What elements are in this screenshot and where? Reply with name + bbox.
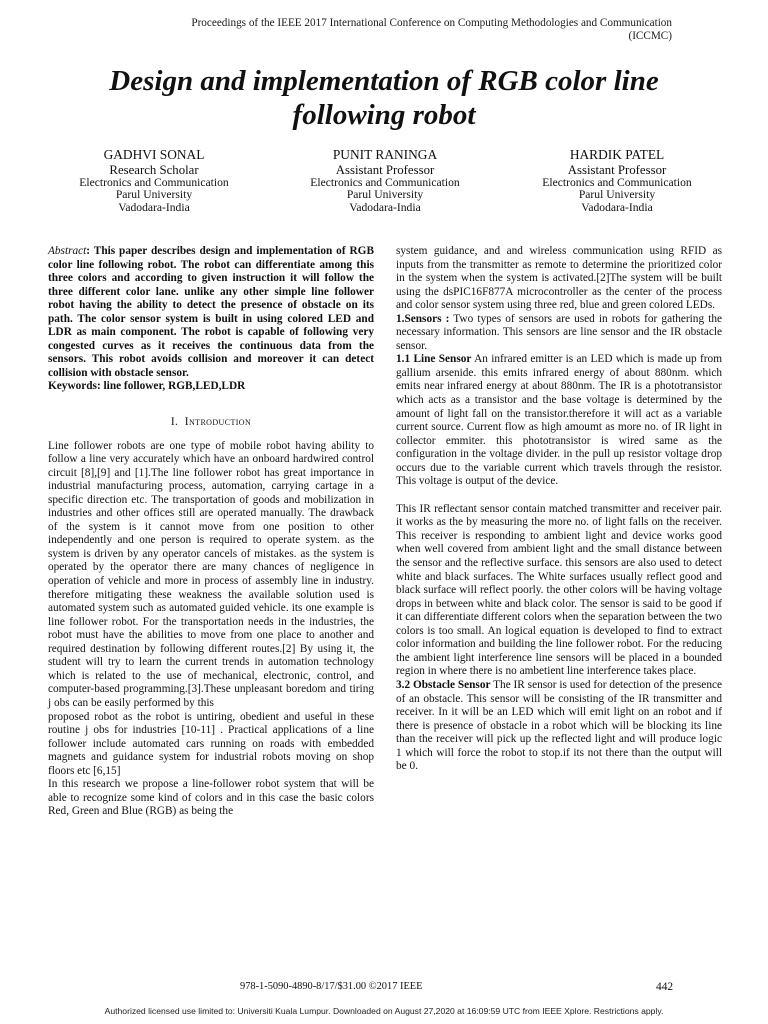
author-univ: Parul University: [346, 188, 424, 202]
author-role: Research Scholar: [109, 162, 199, 177]
proceedings-header: [112, 17, 672, 43]
right-column: [396, 245, 722, 774]
author-univ: Parul University: [578, 188, 656, 202]
intro-paragraph-1: Line follower robots are one type of mobile robot having ability to follow a line very accurately which have an onboard hardwired control circuit [8],[9] and [1].The line follower robot has great importance in industrial manufacturing process, automation, carrying cartage in a specific direction etc. The transportation of goods and mobilization in industries and other offices still are operated manually. The drawback of the system is it cannot move from one position to other independently and one person is required to operate system. as the system is driven by any operator cancels of mistakes. as the system is operated by the operator there are many chances of negligence in operation of vehicle and more in process of assembly line in industry. therefore mitigating these weakness the available solution used is automated system such as automated guided vehicle. its one example is line follower robot. For the transportation needs in the industries, the robot must have the abilities to move from one place to another and required destination by following different routes.[2] By using it, the student will try to learn the current trends in automation technology which is related to the use of mechanical, electronic, control, and computer-based programming.[3].These unpleasant boredom and tiring j obs can be easily performed by this: [48, 439, 374, 709]
proceedings-line-2: (ICCMC): [628, 30, 672, 42]
author-place: Vadodara-India: [118, 200, 190, 214]
author-name: PUNIT RANINGA: [332, 147, 438, 162]
page-number: 442: [656, 981, 674, 993]
title-line-1: Design and implementation of RGB color line: [109, 65, 659, 97]
author-block: [0, 148, 768, 218]
author-role: Assistant Professor: [335, 162, 435, 177]
obstacle-sensor-heading: 3.2 Obstacle Sensor: [396, 678, 491, 691]
author-dept: Electronics and Communication: [542, 175, 692, 189]
obstacle-sensor-text: The IR sensor is used for detection of the presence of an obstacle. This sensor will be consisting of the IR transmitter and receiver. In it will be an LED which will emit light on an robot and if there is presence of obstacle in a robot which will be blocking its line than the receiver will pick up the reflected light and will produce logic 1 which will force the robot to stop.if its not there than the output will be 0.: [396, 678, 723, 773]
section-heading-introduction: [48, 416, 374, 430]
keywords: Keywords: line follower, RGB,LED,LDR: [48, 380, 246, 393]
abstract-text: : This paper describes design and implementation of RGB color line following robot. The robot can differentiate among this three colors and according to given instruction it will follow the three different color lane. unlike any other simple line follower robot having the ability to detect the presence of obstacle on its path. The color sensor system is built in using colored LED and LDR as main component. The robot is capable of following very congested curves as it receives the continuous data from the sensors. This robot avoids collision and moreover it can detect collision with obstacle sensor.: [48, 245, 374, 379]
author-2: [265, 148, 505, 214]
author-univ: Parul University: [115, 188, 193, 202]
obstacle-sensor-paragraph: [396, 679, 722, 774]
author-name: HARDIK PATEL: [569, 147, 665, 162]
abstract-label: Abstract: [48, 245, 87, 257]
title-line-2: following robot: [292, 99, 476, 131]
line-sensor-paragraph: [396, 353, 722, 488]
sensors-paragraph: [396, 313, 722, 354]
author-place: Vadodara-India: [349, 200, 421, 214]
proceedings-line-1: Proceedings of the IEEE 2017 International Conference on Computing Methodologies and Communication: [191, 17, 672, 29]
author-1: [34, 148, 274, 214]
paragraph-gap: [396, 489, 722, 503]
author-dept: Electronics and Communication: [310, 175, 460, 189]
author-name: GADHVI SONAL: [103, 147, 205, 162]
paper-title: [40, 64, 728, 132]
line-sensor-text: An infrared emitter is an LED which is made up from gallium arsenide. this emits infrared energy of about 880nm. which emits near infrared energy at about 880nm. The IR is a phototransistor which acts as a transistor and the base voltage is determined by the amount of light fall on the transistor.therefore it will act as a variable current source. Current flow as high amoumt as more no. of IR light in collector emmiter. this phototransistor is wired same as the configuration in the voltage divider. in the pull up resistor voltage drop occurs due to the variable current which travels through the resistor. This voltage is output of the device.: [396, 353, 722, 488]
license-notice: Authorized licensed use limited to: Universiti Kuala Lumpur. Downloaded on August 27,2020 at 16:09:59 UTC from IEEE Xplore. Restrictions apply.: [104, 1006, 664, 1016]
author-place: Vadodara-India: [581, 200, 653, 214]
sensors-text: Two types of sensors are used in robots for gathering the necessary information. This sensors are line sensor and the IR obstacle sensor.: [396, 312, 723, 352]
author-3: [497, 148, 737, 214]
section-number: I.: [170, 416, 179, 429]
section-title: Introduction: [184, 416, 252, 429]
intro-paragraph-2: proposed robot as the robot is untiring, obedient and useful in these routine j obs for industries [10-11] . Practical applications of a line follower include automated cars running on roads with embedded magnets and guidance system for industrial robots moving on shop floors etc [6,15]: [48, 710, 374, 777]
right-paragraph-1: system guidance, and and wireless communication using RFID as inputs from the transmitter as remote to determine the prioritized color in the system when the system is activated.[2]The system will be built using the dsPIC16F877A microcontroller as the center of the process and color sensor system using three red, blue and green colored LEDs.: [396, 245, 722, 312]
footer-isbn: 978-1-5090-4890-8/17/$31.00 ©2017 IEEE: [240, 981, 423, 992]
intro-paragraph-3: In this research we propose a line-follower robot system that will be able to recognize some kind of colors and in this case the basic colors Red, Green and Blue (RGB) as being the: [48, 778, 374, 818]
abstract: [48, 245, 374, 380]
author-dept: Electronics and Communication: [79, 175, 229, 189]
line-sensor-heading: 1.1 Line Sensor: [396, 353, 472, 366]
sensors-heading: 1.Sensors :: [396, 312, 450, 325]
left-column: [48, 245, 374, 819]
reflectant-paragraph: This IR reflectant sensor contain matched transmitter and receiver pair. it works as the by measuring the more no. of light falls on the receiver. This receiver is responding to ambient light and device works good when well covered from ambient light and the small distance between the sensor and the reflective surface. this sensors are also used to detect white and black surfaces. The White surfaces usually reflect good and black surface will reflect poorly. the other colors will be having voltage drops in between white and black color. The sensor is said to be good if it can differentiate different colors when the separation between the two colors is too small. An logical equation is developed to find to extract color information and building the line follower robot. For the reducing the ambient light interference line sensors will be placed in a bounded region in where there is no ambetient line interference takes place.: [396, 502, 722, 678]
author-role: Assistant Professor: [567, 162, 667, 177]
